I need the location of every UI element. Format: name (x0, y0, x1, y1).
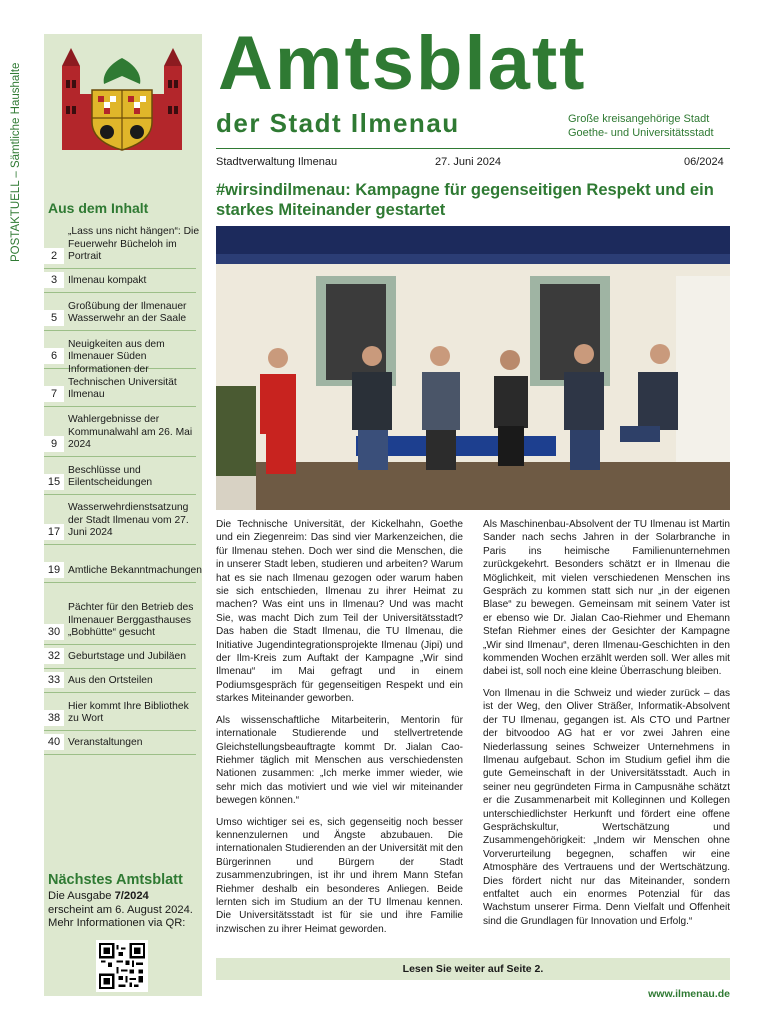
toc-page-number: 33 (44, 672, 64, 688)
article-paragraph: Als wissenschaftliche Mitarbeiterin, Mentorin für internationale Studierende und stellvertretende Gleichstellungsbeauftragte kommt Dr. Jialan Cao-Riehmer täglich mit Menschen aus verschiedensten Nationen zusammen: „Ich merke immer wieder, wie sehr mich das motiviert und wie viel wir miteinander bewegen können.“ (216, 714, 463, 807)
masthead-tagline (568, 112, 714, 140)
toc-item-text: Ilmenau kompakt (68, 275, 147, 287)
toc-item-text: Wahlergebnisse der Kommunalwahl am 26. Mai 2024 (68, 414, 193, 451)
toc-item-text: Geburtstage und Jubiläen (68, 651, 186, 663)
toc-item-text: Pächter für den Betrieb des Ilmenauer Berggasthauses „Bobhütte“ gesucht (68, 602, 194, 639)
toc-page-number: 6 (44, 348, 64, 364)
next-issue-line: Mehr Informationen via QR: (48, 917, 186, 929)
article-paragraph: Die Technische Universität, der Kickelhahn, Goethe und ein Ziegenreim: Das sind vier Markenzeichen, die für Ilmenau stehen. Doch wer sind die Menschen, die in unserer Stadt leben, studieren und arbeiten? Warum hat es sie nach Ilmenau gezogen oder warum haben sie sich entschieden, Ilmenau zu ihrer Heimat zu machen? Was eint uns in Ilmenau? Und was macht Sie, was macht Dich zum Teil der Universitätsstadt? Das haben die Stadt Ilmenau, die TU Ilmenau, die Initiative Jugendintegrationsprojekte Ilmenau (Jipi) und der Ilm-Kreis zum Auftakt der Kampagne „Wir sind Ilmenau“ im Mai gefragt und in einem Podiumsgespräch für gegenseitigen Respekt und ein starkes Miteinander geworben. (216, 519, 463, 705)
tagline-line: Große kreisangehörige Stadt (568, 113, 710, 125)
toc-item[interactable] (44, 548, 202, 578)
toc-item[interactable] (44, 734, 202, 750)
toc-page-number: 15 (44, 474, 64, 490)
qr-code-icon[interactable] (96, 940, 148, 992)
toc-item[interactable] (44, 672, 202, 688)
next-issue-line: erscheint am 6. August 2024. (48, 903, 193, 916)
event-photo (216, 226, 730, 510)
toc-item[interactable] (44, 696, 202, 726)
toc-item-text: Aus den Ortsteilen (68, 675, 153, 687)
toc-item[interactable] (44, 222, 202, 264)
article-column-1 (216, 518, 463, 944)
next-issue-title: Nächstes Amtsblatt (48, 872, 183, 888)
toc-item-text: Beschlüsse und Eilentscheidungen (68, 464, 153, 489)
continue-reading-link[interactable]: Lesen Sie weiter auf Seite 2. (216, 958, 730, 980)
article-column-2 (483, 518, 730, 936)
toc-item-text: Veranstaltungen (68, 737, 143, 749)
toc-item[interactable] (44, 410, 202, 452)
toc-page-number: 19 (44, 562, 64, 578)
toc-title: Aus dem Inhalt (48, 200, 149, 216)
toc-item-text: Amtliche Bekanntmachungen (68, 565, 202, 577)
toc-item[interactable] (44, 296, 202, 326)
distribution-label: POSTAKTUELL – Sämtliche Haushalte (10, 62, 22, 262)
next-issue-line: Die Ausgabe (48, 890, 115, 902)
toc-page-number: 38 (44, 710, 64, 726)
article-paragraph: Umso wichtiger sei es, sich gegenseitig noch besser kennenzulernen und Ängste abzubauen. Die internationalen Studierenden an der Universität mit den Bürgerinnen und Bürgern der Stadt zusammenzubringen, ist ihr und ihrem Mann Stefan Riehmer deshalb ein besonderes Anliegen. Beide lernten sich im Studium an der TU Ilmenau kennen. Die Universitätsstadt ist für sie und ihre Familie inzwischen zu ihrer Heimat geworden. (216, 816, 463, 935)
next-issue-text (48, 890, 202, 931)
toc-page-number: 3 (44, 272, 64, 288)
toc-item-text: Wasserwehrdienstsatzung der Stadt Ilmenau vom 27. Juni 2024 (68, 502, 189, 539)
toc-page-number: 30 (44, 624, 64, 640)
toc-item-text: Großübung der Ilmenauer Wasserwehr an der Saale (68, 300, 187, 325)
article-paragraph: Als Maschinenbau-Absolvent der TU Ilmenau ist Martin Sander nach sechs Jahren in der Solarbranche in Paris ins heimische Familienunternehmen zurückgekehrt. Besonders schätzt er in Ilmenau die Möglichkeit, mit vielen verschiedenen Menschen ins Gespräch zu kommen statt sich nur „in der eigenen Blase“ zu bewegen. Gemeinsam mit seinem Vater ist er ebenso wie Dr. Jialan Cao-Riehmer und Ehemann Stefan Riehmer eines der Gesichter der Kampagne „Wir sind Ilmenau“, deren Ilmenau-Geschichten in den kommenden Wochen erzählt werden soll. Wer alles mit dabei ist, soll noch eine kleine Überraschung bleiben. (483, 519, 730, 678)
toc-page-number: 17 (44, 524, 64, 540)
toc-item-text: Hier kommt Ihre Bibliothek zu Wort (68, 700, 189, 725)
toc-item[interactable] (44, 586, 202, 640)
toc-page-number: 7 (44, 386, 64, 402)
tagline-line: Goethe- und Universitätsstadt (568, 127, 714, 139)
toc-page-number: 32 (44, 648, 64, 664)
toc-item[interactable] (44, 498, 202, 540)
toc-page-number: 2 (44, 248, 64, 264)
toc-page-number: 5 (44, 310, 64, 326)
toc-page-number: 40 (44, 734, 64, 750)
toc-page-number: 9 (44, 436, 64, 452)
issue-date: 27. Juni 2024 (435, 156, 502, 168)
article-paragraph: Von Ilmenau in die Schweiz und wieder zurück – das ist der Weg, den Oliver Sträßer, Informatik-Absolvent der TU Ilmenau, gegangen ist. Als CTO und Partner der bitvoodoo AG hat er vor zwei Jahren eine Niederlassung seines Schweizer Unternehmens in Ilmenau aufgebaut. Schon im Studium gefiel ihm die gute Gemeinschaft in der Universitätsstadt. Auch in seiner neu gegründeten Firma in Campusnähe schätzt er die Zusammenarbeit mit Kolleginnen und Kollegen unterschiedlichster Herkunft und fördert eine offene Gesprächskultur, Wertschätzung und Zusammengehörigkeit: „Indem wir Menschen ohne Vorverurteilung begegnen, schaffen wir eine Atmosphäre des Vertrauens und der Wertschätzung. Dies fördert nicht nur das Miteinander, sondern entfaltet auch ein enormes Potenzial für das Wachstum unserer Firma. Denn Vielfalt und Offenheit sind die Grundlagen für Innovation und Erfolg.“ (483, 687, 730, 927)
toc-item-text: Neuigkeiten aus dem Ilmenauer Süden (68, 338, 165, 363)
toc-item[interactable] (44, 272, 202, 288)
city-crest-icon (62, 46, 182, 156)
masthead-subtitle: der Stadt Ilmenau (216, 108, 460, 138)
toc-item-text: Informationen der Technischen Universität Ilmenau (68, 364, 177, 401)
toc-item[interactable] (44, 460, 202, 490)
toc-item[interactable] (44, 364, 202, 402)
website-link[interactable]: www.ilmenau.de (648, 988, 730, 1000)
masthead-title: Amtsblatt (218, 21, 587, 106)
masthead-divider (216, 148, 730, 149)
toc-item[interactable] (44, 334, 202, 364)
issue-number: 06/2024 (684, 156, 724, 168)
next-issue-number: 7/2024 (114, 890, 149, 902)
article-headline: #wirsindilmenau: Kampagne für gegenseitigen Respekt und ein starkes Miteinander gestartet (216, 181, 714, 219)
toc-item[interactable] (44, 648, 202, 664)
sidebar (44, 34, 202, 996)
toc-item-text: „Lass uns nicht hängen“: Die Feuerwehr Bücheloh im Portrait (68, 226, 200, 263)
publisher: Stadtverwaltung Ilmenau (216, 156, 338, 168)
